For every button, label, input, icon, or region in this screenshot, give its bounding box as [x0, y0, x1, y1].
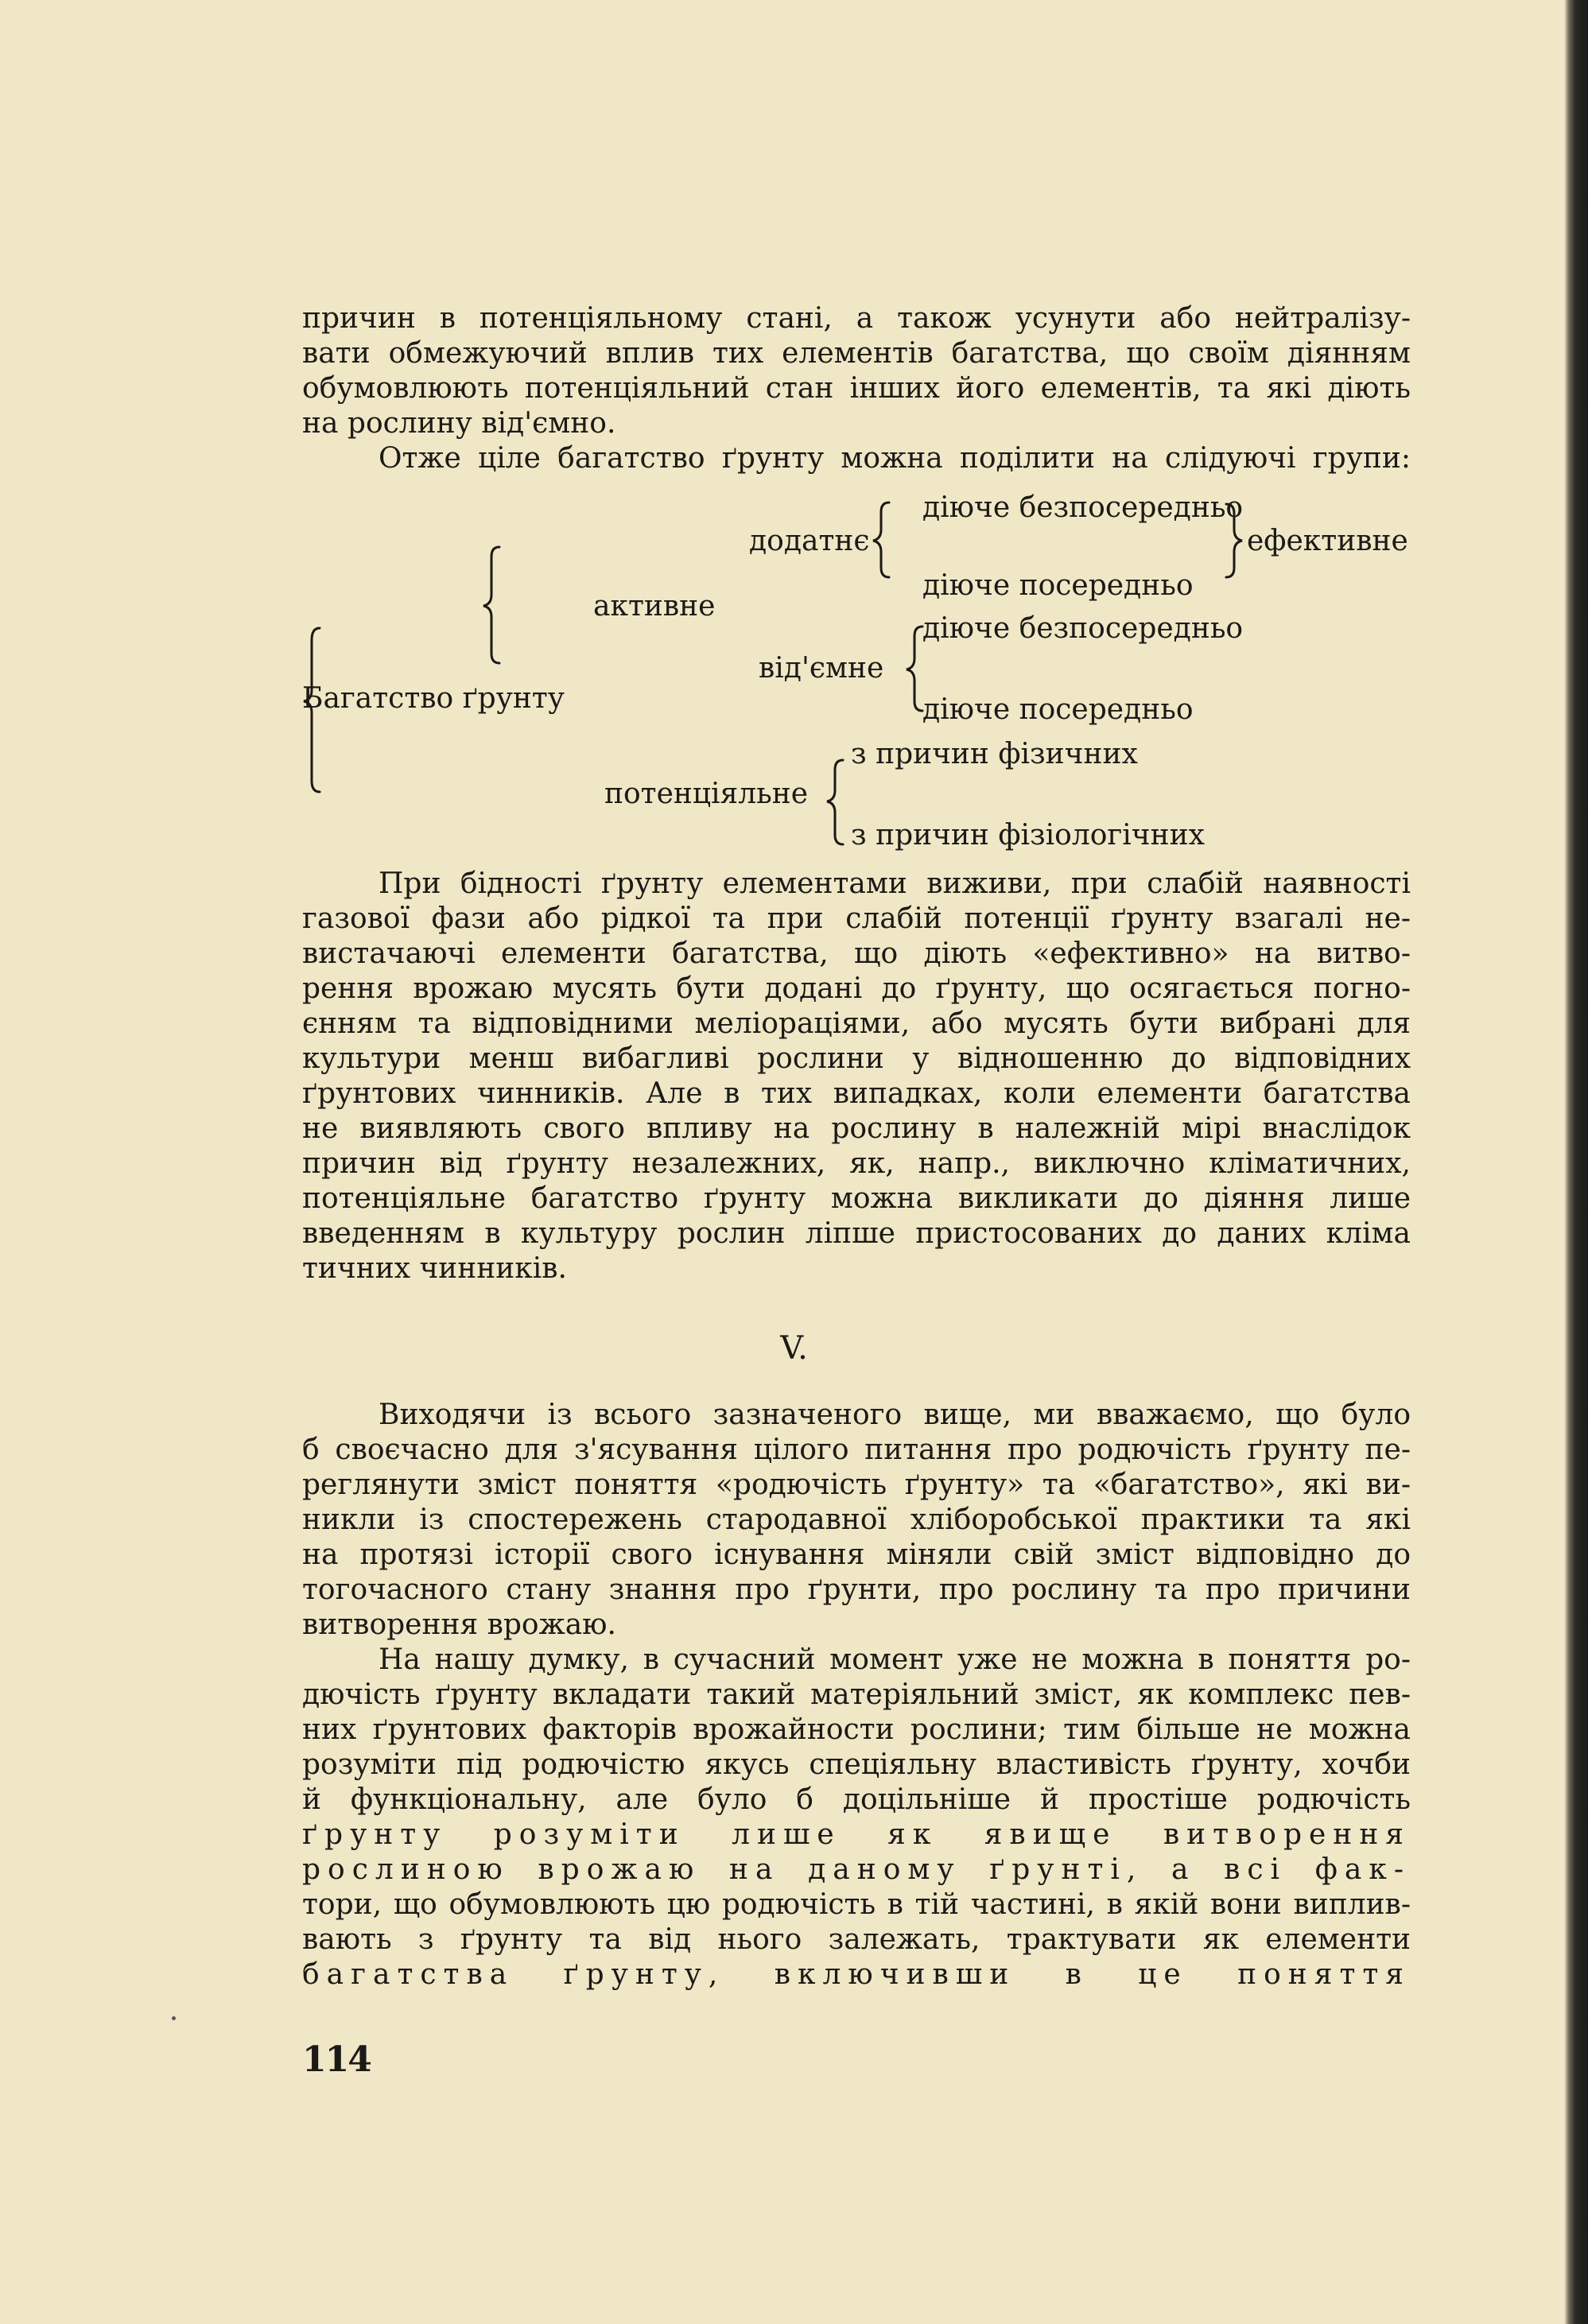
brace-active: [483, 547, 499, 663]
scheme-neg-indirect: діюче посередньо: [922, 693, 1194, 726]
top-paragraph: [302, 301, 1411, 476]
text-line: ґрунту розуміти лише як явище витворення: [302, 1818, 1411, 1851]
text-line: газової фази або рідкої та при слабій потенції ґрунту взагалі не-: [302, 902, 1411, 935]
text-line: не виявляють свого впливу на рослину в належній мірі внаслідок: [302, 1112, 1411, 1145]
text-line: обумовлюють потенціяльний стан інших його елементів, та які діють: [302, 372, 1411, 405]
scheme-potential: потенціяльне: [604, 778, 809, 810]
text-line: рення врожаю мусять бути додані до ґрунту, що осягається погно-: [302, 972, 1411, 1005]
scheme-pos-indirect: діюче посередньо: [922, 569, 1194, 602]
scheme-root: Багатство ґрунту: [302, 682, 565, 715]
text-line: Виходячи із всього зазначеного вище, ми вважаємо, що було: [379, 1399, 1411, 1431]
text-line: вають з ґрунту та від нього залежать, трактувати як елементи: [302, 1923, 1411, 1956]
scheme-pos-direct: діюче безпосередньо: [922, 491, 1244, 524]
margin-dot: [172, 2016, 176, 2020]
brace-positive: [873, 502, 889, 577]
text-line: вистачаючі елементи багатства, що діють «ефективно» на витво-: [302, 937, 1411, 970]
text-line: культури менш вибагливі рослини у відношенню до відповідних: [302, 1042, 1411, 1075]
scheme-negative: від'ємне: [759, 652, 884, 685]
text-line: На нашу думку, в сучасний момент уже не можна в поняття ро-: [379, 1643, 1411, 1676]
text-line: причин від ґрунту незалежних, як, напр., виключно кліматичних,: [302, 1147, 1411, 1180]
text-line: й функціональну, але було б доцільніше й простіше родючість: [302, 1783, 1411, 1816]
paragraph-conclusion: [302, 1398, 1411, 1992]
scheme-pot-physiological: з причин фізіологічних: [851, 819, 1205, 852]
text-line: никли із спостережень стародавної хліборобської практики та які: [302, 1503, 1411, 1536]
text-line: на протязі історії свого існування міняли свій зміст відповідно до: [302, 1538, 1411, 1571]
text-line: потенціяльне багатство ґрунту можна викликати до діяння лише: [302, 1182, 1411, 1215]
text-line: них ґрунтових факторів врожайности рослини; тим більше не можна: [302, 1713, 1411, 1746]
text-line: причин в потенціяльному стані, а також усунути або нейтралізу-: [302, 302, 1411, 335]
text-line: ґрунтових чинників. Але в тих випадках, коли елементи багатства: [302, 1077, 1411, 1110]
text-line: багатства ґрунту, включивши в це поняття: [302, 1958, 1411, 1991]
scheme-positive: додатнє: [749, 525, 870, 557]
text-line: рослиною врожаю на даному ґрунті, а всі фак-: [302, 1853, 1411, 1886]
text-line: тори, що обумовлюють цю родючість в тій частині, в якій вони виплив-: [302, 1888, 1411, 1921]
page-number: 114: [302, 2039, 371, 2080]
text-line: розуміти під родючістю якусь спеціяльну властивість ґрунту, хочби: [302, 1748, 1411, 1781]
scheme-neg-direct: діюче безпосередньо: [922, 612, 1244, 645]
text-line: дючість ґрунту вкладати такий матеріяльний зміст, як комплекс пев-: [302, 1678, 1411, 1711]
scheme-pot-physical: з причин фізичних: [851, 738, 1138, 770]
text-line: тичних чинників.: [302, 1252, 567, 1285]
text-line: тогочасного стану знання про ґрунти, про рослину та про причини: [302, 1573, 1411, 1606]
text-line: реглянути зміст поняття «родючість ґрунту» та «багатство», які ви-: [302, 1469, 1411, 1501]
book-spine-shadow: [1564, 0, 1588, 2324]
text-line: на рослину від'ємно.: [302, 407, 616, 440]
text-line: При бідності ґрунту елементами виживи, при слабій наявності: [379, 867, 1411, 900]
intro-line: Отже ціле багатство ґрунту можна поділити на слідуючі групи:: [379, 442, 1411, 475]
scheme-active: активне: [593, 590, 716, 623]
text-line: введенням в культуру рослин ліпше пристосованих до даних кліма: [302, 1217, 1411, 1250]
classification-scheme: [302, 485, 1411, 851]
brace-negative: [907, 627, 922, 711]
text-line: вати обмежуючий вплив тих елементів багатства, що своїм діянням: [302, 337, 1411, 370]
section-heading: V.: [780, 1330, 808, 1367]
text-line: єнням та відповідними меліораціями, або мусять бути вибрані для: [302, 1007, 1411, 1040]
text-line: б своєчасно для з'ясування цілого питання про родючість ґрунту пе-: [302, 1434, 1411, 1466]
scheme-effective: ефективне: [1247, 525, 1408, 557]
paragraph-poverty: [302, 867, 1411, 1286]
brace-potential: [827, 760, 843, 844]
text-line: витворення врожаю.: [302, 1608, 616, 1641]
